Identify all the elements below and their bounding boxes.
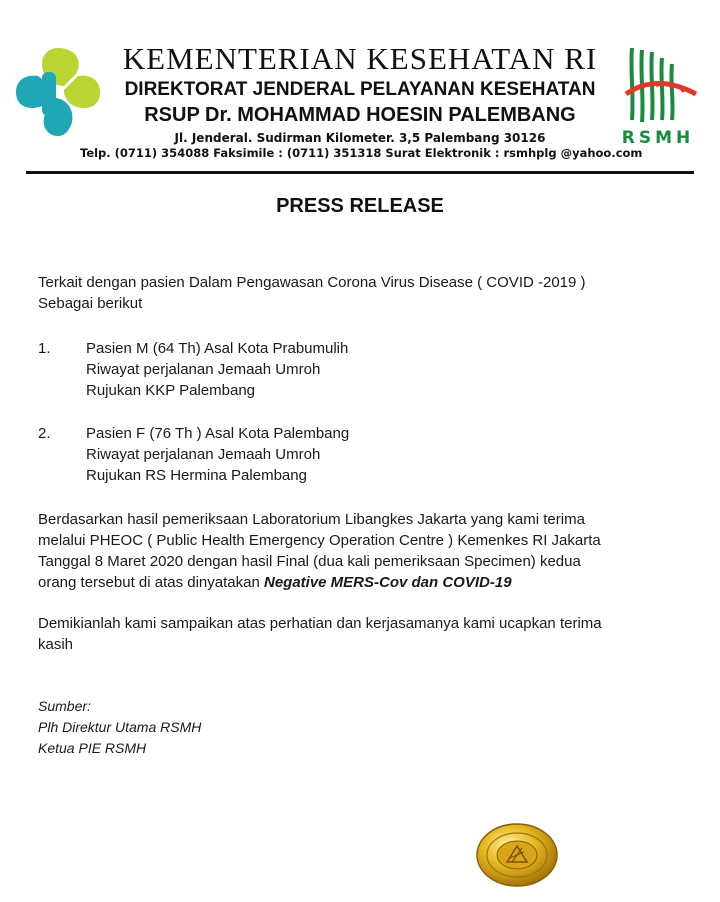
hospital-address: Jl. Jenderal. Sudirman Kilometer. 3,5 Palembang 30126	[174, 131, 546, 145]
rsmh-logo-icon	[612, 40, 704, 150]
patient-travel-history: Riwayat perjalanan Jemaah Umroh	[86, 361, 321, 378]
closing-line: kasih	[38, 636, 74, 653]
list-item-number: 2.	[38, 425, 51, 442]
letterhead-text	[100, 40, 620, 148]
intro-line: Sebagai berikut	[38, 295, 143, 312]
source-block	[38, 696, 201, 759]
gold-accreditation-seal-icon	[474, 822, 560, 888]
ministry-name: KEMENTERIAN KESEHATAN RI	[122, 41, 598, 76]
closing-paragraph	[38, 613, 666, 655]
patient-travel-history: Riwayat perjalanan Jemaah Umroh	[86, 446, 321, 463]
letterhead	[0, 0, 720, 180]
intro-line: Terkait dengan pasien Dalam Pengawasan Corona Virus Disease ( COVID -2019 )	[38, 274, 586, 291]
patient-identity: Pasien M (64 Th) Asal Kota Prabumulih	[86, 340, 349, 357]
result-paragraph	[38, 509, 666, 593]
result-line: melalui PHEOC ( Public Health Emergency Operation Centre ) Kemenkes RI Jakarta	[38, 532, 601, 549]
list-item-number: 1.	[38, 340, 51, 357]
patient-identity: Pasien F (76 Th ) Asal Kota Palembang	[86, 425, 350, 442]
result-verdict: Negative MERS-Cov dan COVID-19	[263, 574, 512, 591]
patient-referral: Rujukan RS Hermina Palembang	[86, 467, 307, 484]
source-line: Ketua PIE RSMH	[38, 740, 147, 756]
result-line	[38, 572, 666, 593]
hospital-contact: Telp. (0711) 354088 Faksimile : (0711) 351318 Surat Elektronik : rsmhplg @yahoo.com	[80, 146, 643, 160]
directorate-name: DIREKTORAT JENDERAL PELAYANAN KESEHATAN	[124, 79, 596, 100]
source-label: Sumber:	[38, 698, 91, 714]
closing-line: Demikianlah kami sampaikan atas perhatian dan kerjasamanya kami ucapkan terima	[38, 615, 602, 632]
result-text: orang tersebut di atas dinyatakan	[38, 574, 264, 591]
letterhead-divider	[26, 171, 694, 174]
result-line: Tanggal 8 Maret 2020 dengan hasil Final (dua kali pemeriksaan Specimen) kedua	[38, 553, 581, 570]
intro-paragraph	[38, 272, 666, 314]
result-line: Berdasarkan hasil pemeriksaan Laboratorium Libangkes Jakarta yang kami terima	[38, 511, 585, 528]
hospital-name: RSUP Dr. MOHAMMAD HOESIN PALEMBANG	[144, 104, 576, 126]
kemenkes-logo-icon	[12, 42, 104, 138]
patient-referral: Rujukan KKP Palembang	[86, 382, 255, 399]
document-title: PRESS RELEASE	[276, 195, 444, 217]
rsmh-logo-text: RSMH	[621, 128, 695, 148]
source-line: Plh Direktur Utama RSMH	[38, 719, 202, 735]
